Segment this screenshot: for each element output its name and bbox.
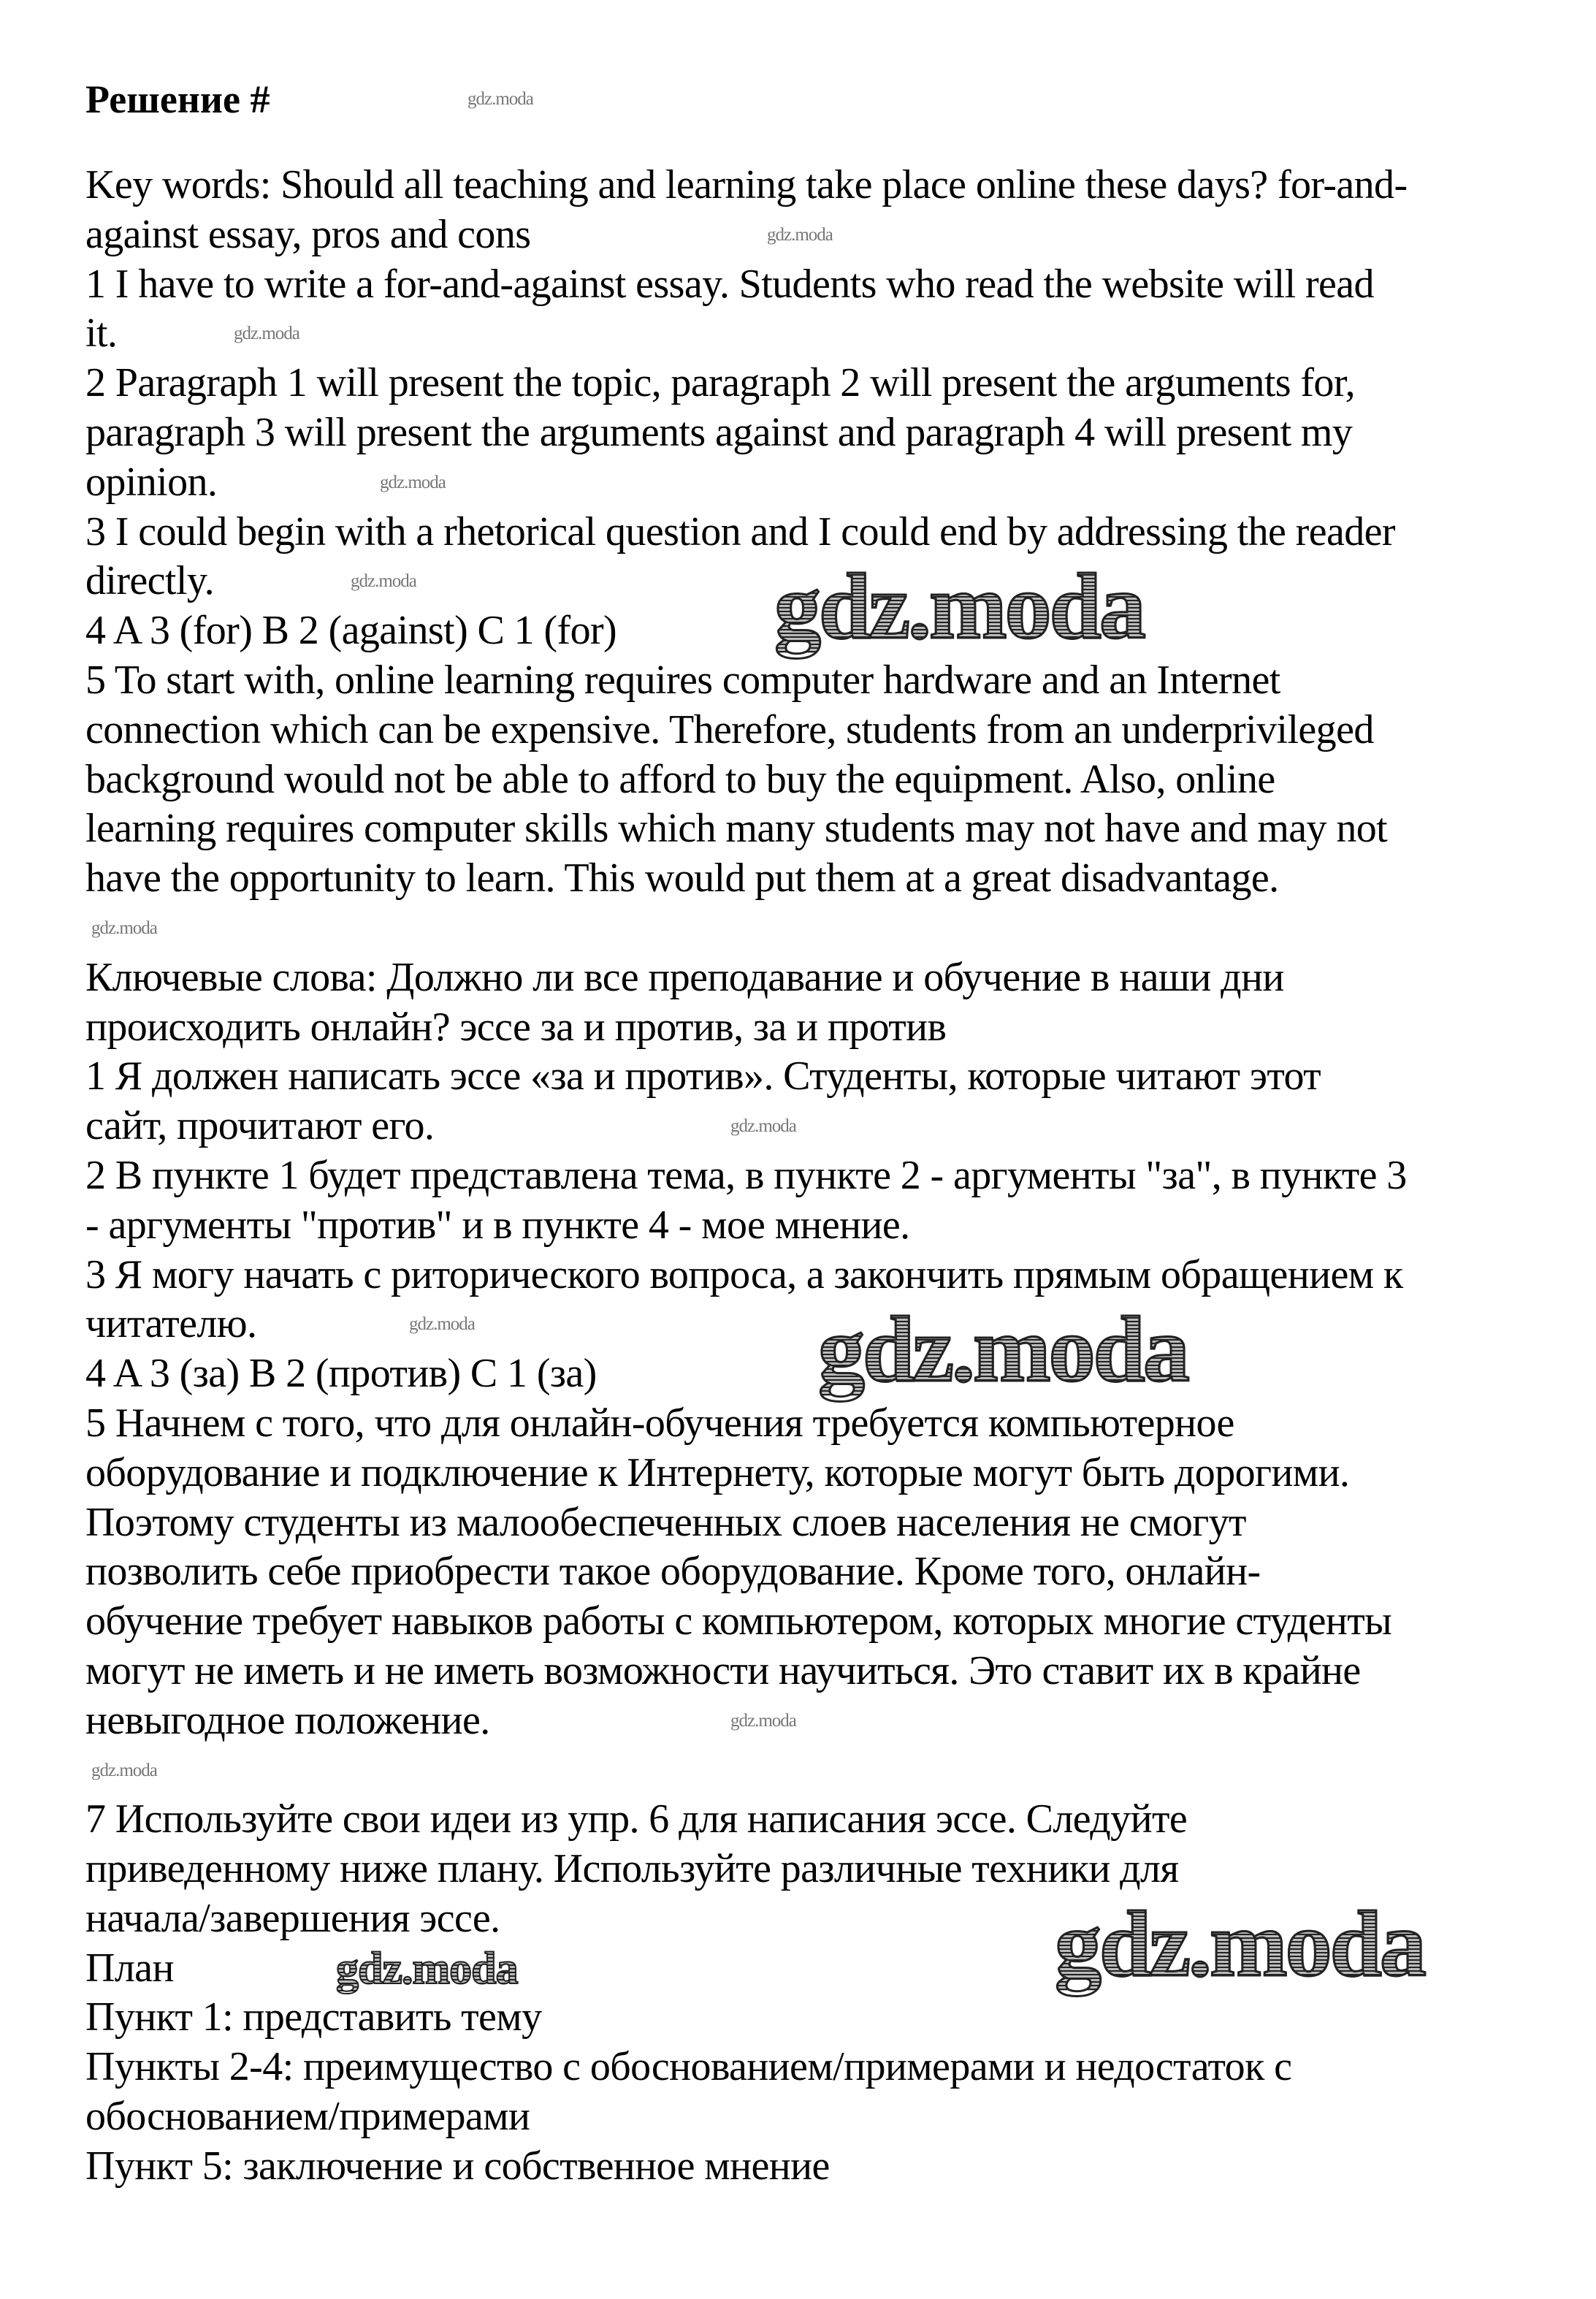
watermark-small: gdz.moda	[234, 324, 299, 343]
text-line: 2 В пункте 1 будет представлена тема, в пункте 2 - аргументы "за", в пункте 3	[85, 1152, 1407, 1198]
document-body	[85, 161, 1408, 2192]
text-line: 5 To start with, online learning requires computer hardware and an Internet	[85, 657, 1280, 703]
watermark-small: gdz.moda	[467, 89, 533, 109]
text-line: opinion.	[85, 459, 218, 505]
watermark-logo: gdz.moda	[774, 554, 1144, 658]
text-line: 1 I have to write a for-and-against essay. Students who read the website will read	[85, 261, 1374, 307]
text-line: paragraph 3 will present the arguments against and paragraph 4 will present my	[85, 409, 1353, 455]
text-line: 4 A 3 (for) B 2 (against) C 1 (for)	[85, 608, 617, 654]
blank-line	[85, 1746, 1408, 1796]
text-line: against essay, pros and cons	[85, 211, 531, 257]
text-line: происходить онлайн? эссе за и против, за и против	[85, 1004, 947, 1050]
text-line: - аргументы "против" и в пункте 4 - мое мнение.	[85, 1202, 910, 1248]
watermark-logo: gdz.moda	[1055, 1892, 1424, 1996]
text-line: 4 A 3 (за) B 2 (против) C 1 (за)	[85, 1351, 597, 1397]
text-line: Ключевые слова: Должно ли все преподавание и обучение в наши дни	[85, 954, 1284, 1000]
watermark-logo: gdz.moda	[336, 1944, 518, 1994]
text-line: 5 Начнем с того, что для онлайн-обучения требуется компьютерное	[85, 1400, 1234, 1446]
text-line: невыгодное положение.	[85, 1697, 490, 1743]
text-line: могут не иметь и не иметь возможности научиться. Это ставит их в крайне	[85, 1647, 1361, 1693]
watermark-small: gdz.moda	[91, 1761, 157, 1780]
text-line: 7 Используйте свои идеи из упр. 6 для написания эссе. Следуйте	[85, 1796, 1188, 1842]
text-line: Key words: Should all teaching and learning take place online these days? for-and-	[85, 162, 1408, 207]
watermark-small: gdz.moda	[409, 1314, 475, 1334]
text-line: Пункт 5: заключение и собственное мнение	[85, 2143, 830, 2189]
text-line: Поэтому студенты из малообеспеченных слоев населения не смогут	[85, 1499, 1246, 1545]
blank-line	[85, 904, 1408, 953]
text-line: позволить себе приобрести такое оборудование. Кроме того, онлайн-	[85, 1549, 1261, 1595]
watermark-small: gdz.moda	[767, 225, 833, 245]
text-line: learning requires computer skills which many students may not have and may not	[85, 806, 1388, 852]
text-line: приведенному ниже плану. Используйте различные техники для	[85, 1846, 1179, 1892]
text-line: 1 Я должен написать эссе «за и против». Студенты, которые читают этот	[85, 1053, 1321, 1099]
text-line: сайт, прочитают его.	[85, 1103, 435, 1149]
text-line: 3 I could begin with a rhetorical question and I could end by addressing the reader	[85, 508, 1395, 554]
text-line: have the opportunity to learn. This would put them at a great disadvantage.	[85, 855, 1279, 901]
text-line: Пункт 1: представить тему	[85, 1994, 542, 2040]
text-line: connection which can be expensive. Therefore, students from an underprivileged	[85, 706, 1374, 752]
watermark-small: gdz.moda	[380, 473, 446, 492]
page-title: Решение #	[85, 77, 270, 121]
text-line: оборудование и подключение к Интернету, которые могут быть дорогими.	[85, 1449, 1350, 1495]
watermark-small: gdz.moda	[91, 918, 157, 938]
text-line: background would not be able to afford to buy the equipment. Also, online	[85, 756, 1275, 802]
text-line: обучение требует навыков работы с компьютером, которых многие студенты	[85, 1598, 1392, 1644]
text-line: обоснованием/примерами	[85, 2094, 530, 2140]
text-line: directly.	[85, 558, 214, 604]
text-line: 3 Я могу начать с риторического вопроса, а закончить прямым обращением к	[85, 1251, 1403, 1297]
text-line: начала/завершения эссе.	[85, 1895, 500, 1941]
watermark-small: gdz.moda	[730, 1711, 796, 1731]
text-line: it.	[85, 310, 118, 357]
text-line: Пункты 2-4: преимущество с обоснованием/примерами и недостаток с	[85, 2044, 1292, 2090]
text-line: План	[85, 1945, 174, 1991]
text-line: 2 Paragraph 1 will present the topic, paragraph 2 will present the arguments for,	[85, 360, 1356, 406]
text-line: читателю.	[85, 1301, 257, 1347]
watermark-small: gdz.moda	[730, 1116, 796, 1136]
watermark-small: gdz.moda	[351, 571, 416, 591]
watermark-logo: gdz.moda	[818, 1297, 1188, 1401]
